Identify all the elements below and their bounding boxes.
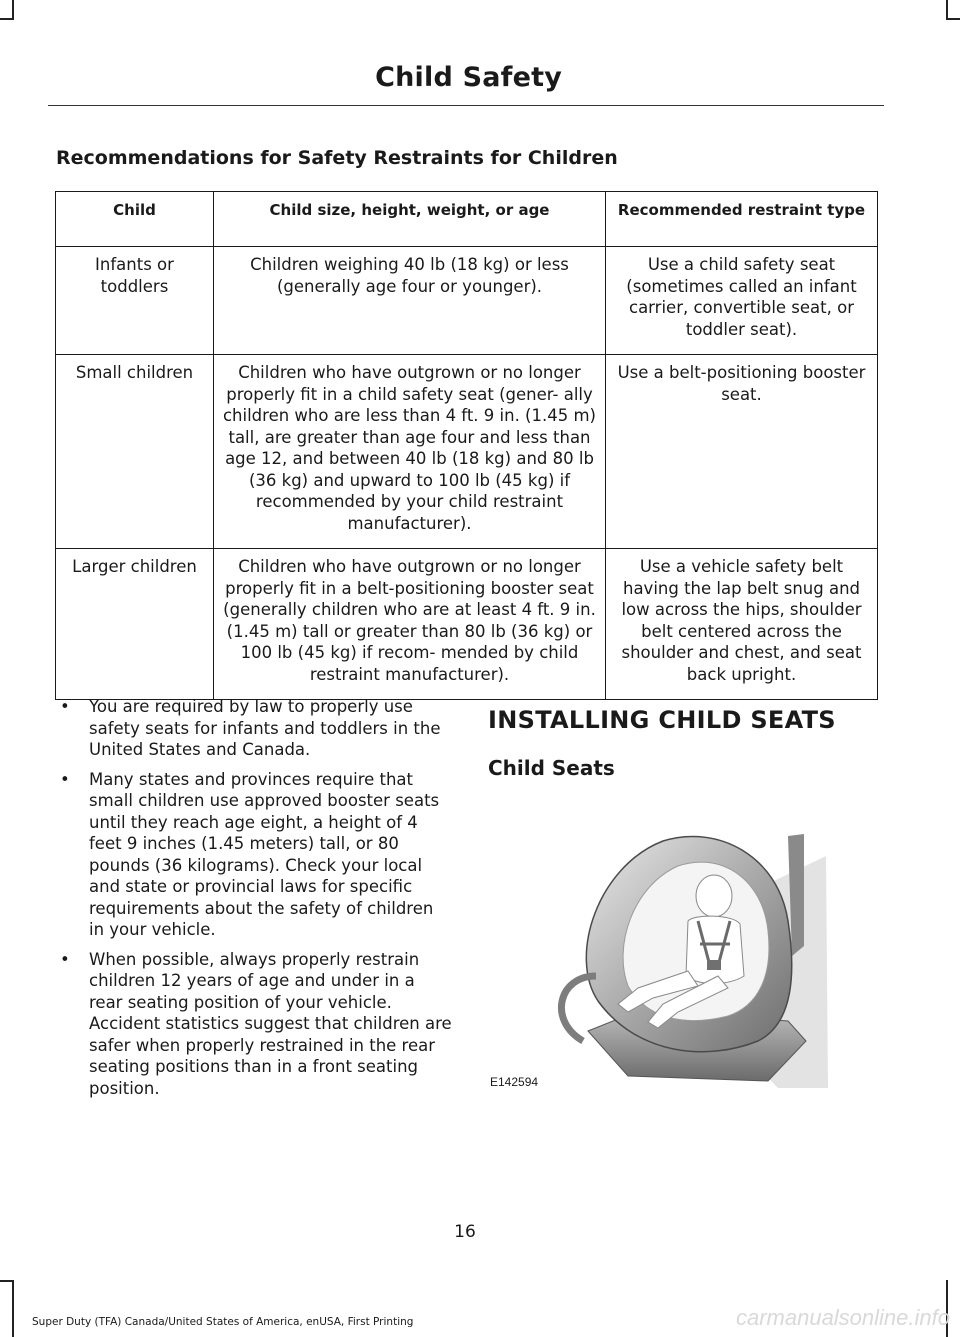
crop-mark-top-left-h (0, 18, 14, 20)
watermark: carmanualsonline.info (735, 1305, 950, 1330)
table-row (56, 355, 878, 549)
table-row (56, 549, 878, 700)
cell-restraint: Use a child safety seat (sometimes called an infant carrier, convertible seat, or toddler seat). (606, 247, 878, 355)
list-item (56, 769, 452, 941)
list-item-text: You are required by law to properly use safety seats for infants and toddlers in the United States and Canada. (89, 697, 441, 759)
list-item-text: When possible, always properly restrain children 12 years of age and under in a rear seating position of your vehicle. Accident statistics suggest that children are safer when properly restrained in the rear seating positions than in a front seating position. (89, 949, 452, 1098)
crop-mark-bottom-left-v (12, 1280, 14, 1337)
table-row (56, 247, 878, 355)
crop-mark-bottom-left-h (0, 1280, 14, 1282)
crop-mark-top-right-v (946, 0, 948, 20)
figure-id: E142594 (490, 1075, 539, 1089)
cell-child: Larger children (56, 549, 214, 700)
child-seat-drawing (488, 826, 828, 1096)
cell-restraint: Use a belt-positioning booster seat. (606, 355, 878, 549)
header-divider (48, 105, 884, 106)
list-item (56, 949, 452, 1100)
crop-mark-top-left-v (12, 0, 14, 20)
column-header-size: Child size, height, weight, or age (214, 192, 606, 247)
install-heading: INSTALLING CHILD SEATS (488, 706, 836, 734)
footer-text: Super Duty (TFA) Canada/United States of America, enUSA, First Printing (32, 1316, 414, 1328)
column-header-restraint: Recommended restraint type (606, 192, 878, 247)
list-item-text: Many states and provinces require that small children use approved booster seats until they reach age eight, a height of 4 feet 9 inches (1.45 meters) tall, or 80 pounds (36 kilograms). Check your local and state or provincial laws for specific requirements about the safety of children in your vehicle. (89, 769, 440, 939)
install-subheading: Child Seats (488, 756, 615, 780)
cell-child: Infants or toddlers (56, 247, 214, 355)
cell-size: Children who have outgrown or no longer properly fit in a child safety seat (gener- ally children who are less than 4 ft. 9 in. (1.45 m) tall, are greater than age four and less than age 12, and between 40 lb (18 kg) and 80 lb (36 kg) and upward to 100 lb (45 kg) if recommended by your child restraint manufacturer). (214, 355, 606, 549)
crop-mark-top-right-h (946, 18, 960, 20)
list-item (56, 696, 452, 761)
bullet-symbol: • (60, 949, 70, 969)
page-header-title: Child Safety (375, 62, 562, 93)
bullet-list (56, 696, 452, 1107)
restraint-recommendations-table (55, 191, 878, 700)
cell-child: Small children (56, 355, 214, 549)
bullet-symbol: • (60, 769, 70, 789)
table-header-row (56, 192, 878, 247)
bullet-symbol: • (60, 697, 70, 716)
cell-size: Children who have outgrown or no longer properly fit in a belt-positioning booster seat (generally children who are at least 4 ft. 9 in. (1.45 m) tall or greater than 80 lb (36 kg) or 100 lb (45 kg) if recom- mended by child restraint manufacturer). (214, 549, 606, 700)
cell-size: Children weighing 40 lb (18 kg) or less (generally age four or younger). (214, 247, 606, 355)
section-title: Recommendations for Safety Restraints for Children (56, 147, 618, 169)
page-number: 16 (454, 1222, 476, 1242)
child-seat-illustration (488, 826, 828, 1096)
cell-restraint: Use a vehicle safety belt having the lap belt snug and low across the hips, shoulder belt centered across the shoulder and chest, and seat back upright. (606, 549, 878, 700)
column-header-child: Child (56, 192, 214, 247)
